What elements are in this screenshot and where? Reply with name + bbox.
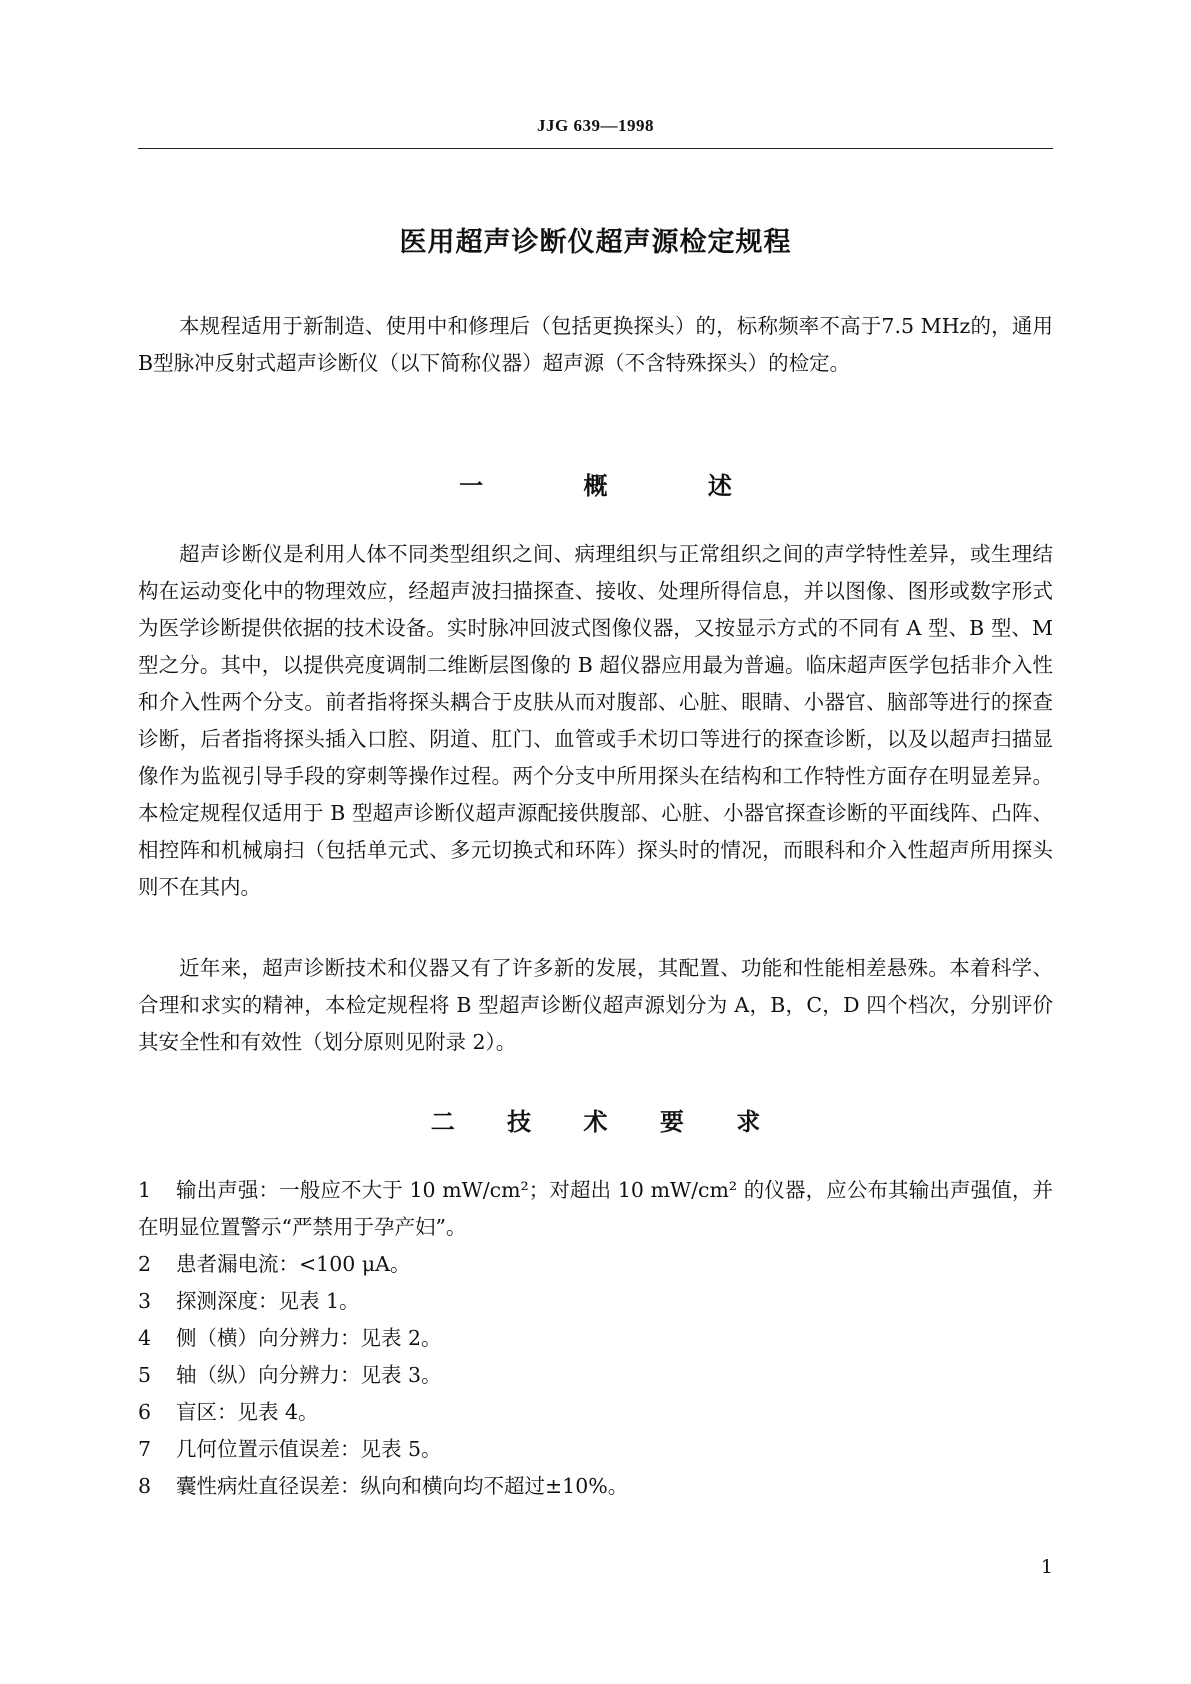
requirement-text: 轴（纵）向分辨力：见表 3。 xyxy=(176,1363,442,1387)
requirement-item xyxy=(138,1468,1053,1505)
requirement-item xyxy=(138,1394,1053,1431)
requirement-text: 几何位置示值误差：见表 5。 xyxy=(176,1437,442,1461)
requirement-number: 3 xyxy=(138,1289,152,1313)
overview-paragraph: 超声诊断仪是利用人体不同类型组织之间、病理组织与正常组织之间的声学特性差异，或生理结构在运动变化中的物理效应，经超声波扫描探查、接收、处理所得信息，并以图像、图形或数字形式为医学诊断提供依据的技术设备。实时脉冲回波式图像仪器，又按显示方式的不同有 A 型、B 型、M 型之分。其中，以提供亮度调制二维断层图像的 B 超仪器应用最为普遍。临床超声医学包括非介入性和介入性两个分支。前者指将探头耦合于皮肤从而对腹部、心脏、眼睛、小器官、脑部等进行的探查诊断，后者指将探头插入口腔、阴道、肛门、血管或手术切口等进行的探查诊断，以及以超声扫描显像作为监视引导手段的穿刺等操作过程。两个分支中所用探头在结构和工作特性方面存在明显差异。本检定规程仅适用于 B 型超声诊断仪超声源配接供腹部、心脏、小器官探查诊断的平面线阵、凸阵、相控阵和机械扇扫（包括单元式、多元切换式和环阵）探头时的情况，而眼科和介入性超声所用探头则不在其内。 xyxy=(138,542,1053,899)
requirement-number: 2 xyxy=(138,1252,152,1276)
requirement-number: 5 xyxy=(138,1363,152,1387)
intro-paragraph: 本规程适用于新制造、使用中和修理后（包括更换探头）的，标称频率不高于7.5 MHz的，通用B型脉冲反射式超声诊断仪（以下简称仪器）超声源（不含特殊探头）的检定。 xyxy=(138,314,1053,375)
section-heading-technical-requirements: 二 技 术 要 求 xyxy=(430,1108,783,1136)
requirement-text: 患者漏电流：<100 μA。 xyxy=(176,1252,411,1276)
requirement-number: 4 xyxy=(138,1326,152,1350)
requirements-list xyxy=(138,1172,1053,1505)
section-heading-overview: 一 概 述 xyxy=(459,472,778,500)
running-header: JJG 639—1998 xyxy=(537,116,654,135)
requirement-item xyxy=(138,1320,1053,1357)
requirement-text: 囊性病灶直径误差：纵向和横向均不超过±10%。 xyxy=(176,1474,629,1498)
requirement-number: 6 xyxy=(138,1400,152,1424)
requirement-text: 输出声强：一般应不大于 10 mW/cm²；对超出 10 mW/cm² 的仪器，应公布其输出声强值，并在明显位置警示“严禁用于孕产妇”。 xyxy=(138,1178,1053,1239)
requirement-item xyxy=(138,1357,1053,1394)
document-title: 医用超声诊断仪超声源检定规程 xyxy=(399,227,792,258)
page-number: 1 xyxy=(1040,1556,1053,1578)
overview-paragraph: 近年来，超声诊断技术和仪器又有了许多新的发展，其配置、功能和性能相差悬殊。本着科学、合理和求实的精神，本检定规程将 B 型超声诊断仪超声源划分为 A，B，C，D 四个档次，分别评价其安全性和有效性（划分原则见附录 2）。 xyxy=(138,956,1053,1054)
requirement-number: 7 xyxy=(138,1437,152,1461)
requirement-item xyxy=(138,1431,1053,1468)
requirement-number: 1 xyxy=(138,1178,152,1202)
requirement-text: 探测深度：见表 1。 xyxy=(176,1289,360,1313)
requirement-item xyxy=(138,1283,1053,1320)
requirement-item xyxy=(138,1172,1053,1246)
requirement-text: 盲区：见表 4。 xyxy=(176,1400,319,1424)
header-rule xyxy=(138,148,1053,149)
requirement-item xyxy=(138,1246,1053,1283)
requirement-text: 侧（横）向分辨力：见表 2。 xyxy=(176,1326,442,1350)
requirement-number: 8 xyxy=(138,1474,152,1498)
